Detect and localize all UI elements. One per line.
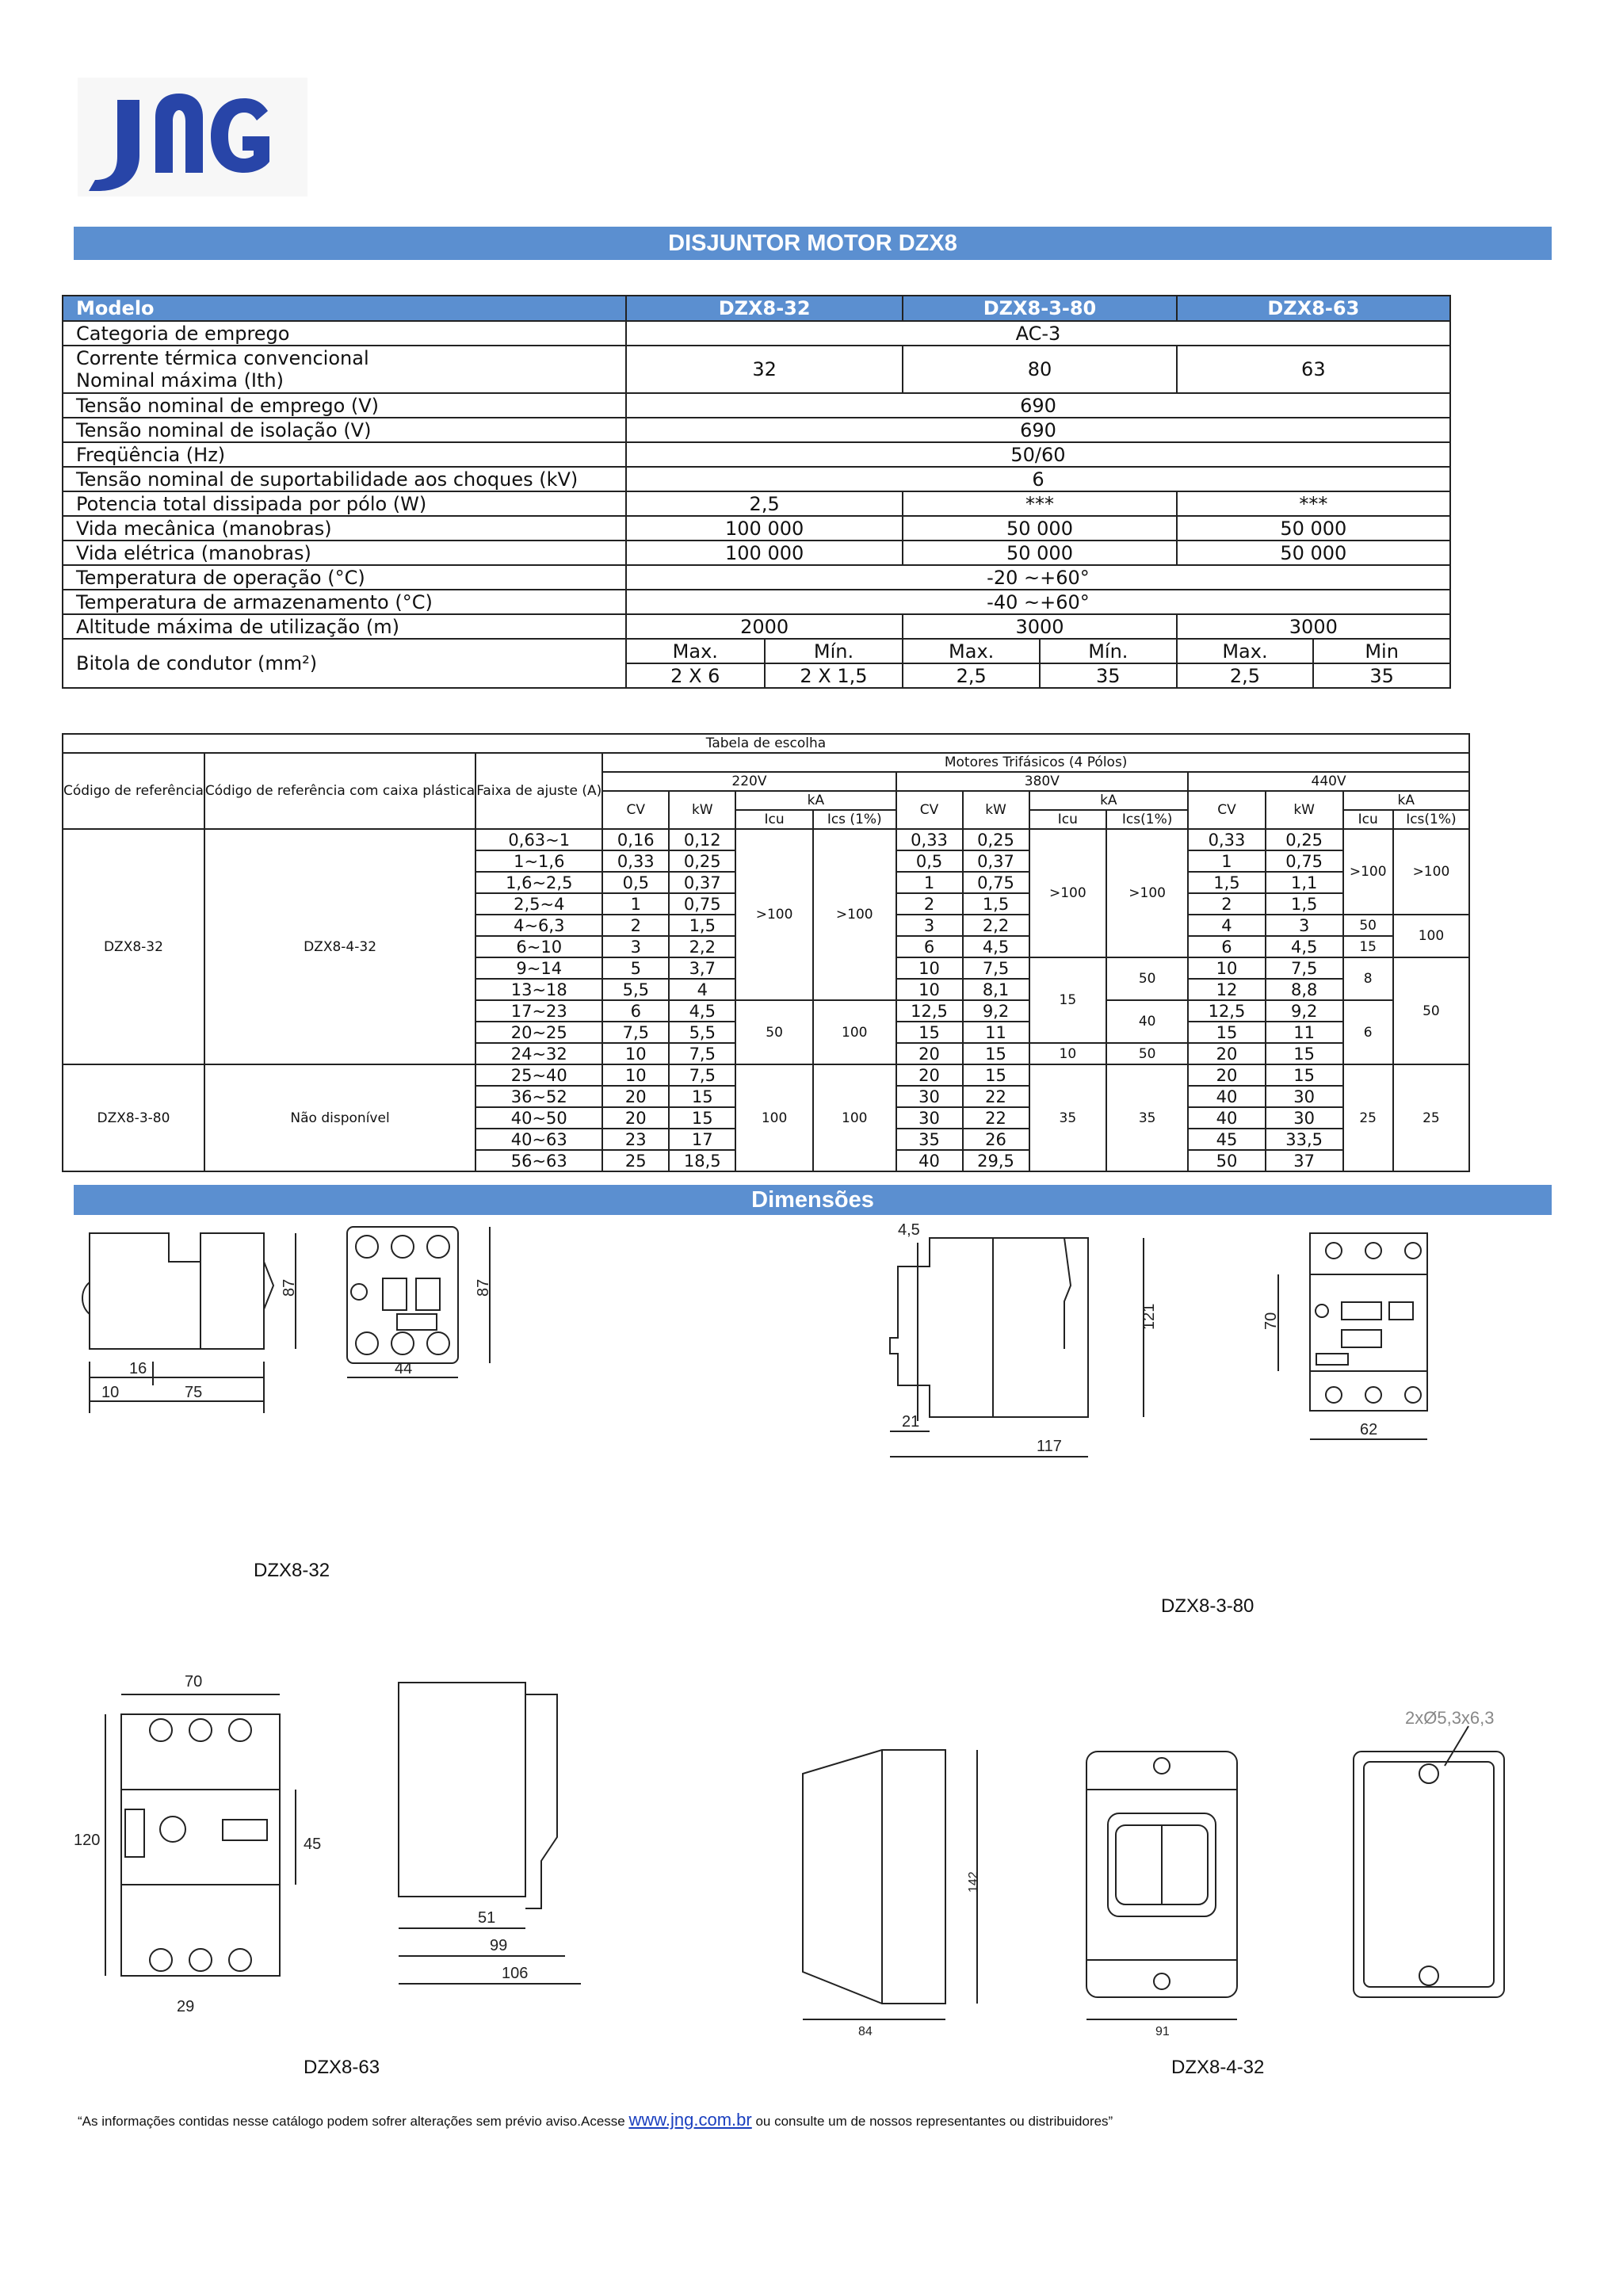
cv-cell: 1,5 — [1188, 872, 1266, 893]
cv-cell: 15 — [1188, 1022, 1266, 1043]
cv-cell: 10 — [602, 1064, 669, 1086]
cv-cell: 15 — [896, 1022, 963, 1043]
kw-cell: 26 — [963, 1129, 1029, 1150]
kw-cell: 11 — [963, 1022, 1029, 1043]
voltage-header: 220V — [602, 772, 896, 791]
cv-cell: 0,16 — [602, 829, 669, 850]
kw-cell: 5,5 — [669, 1022, 735, 1043]
cv-cell: 10 — [896, 957, 963, 979]
cv-cell: 50 — [1188, 1150, 1266, 1171]
range-cell: 2,5~4 — [475, 893, 602, 915]
dim-label: 70 — [185, 1673, 203, 1690]
dimensions-title: Dimensões — [751, 1187, 874, 1213]
row-value: 690 — [626, 418, 1450, 442]
caption-dzx8-32: DZX8-32 — [254, 1560, 330, 1581]
kw-cell: 4,5 — [1266, 936, 1343, 957]
selection-title: Tabela de escolha — [63, 734, 1469, 753]
kw-cell: 0,25 — [963, 829, 1029, 850]
kw-cell: 22 — [963, 1107, 1029, 1129]
kw-cell: 1,5 — [963, 893, 1029, 915]
kw-cell: 1,1 — [1266, 872, 1343, 893]
row-value: 3000 — [1177, 614, 1450, 639]
voltage-header: 440V — [1188, 772, 1469, 791]
title-banner — [74, 227, 1552, 260]
cv-cell: 3 — [602, 936, 669, 957]
row-value: 6 — [626, 467, 1450, 491]
cv-cell: 2 — [602, 915, 669, 936]
cv-cell: 20 — [1188, 1064, 1266, 1086]
ka-cell: 10 — [1029, 1043, 1107, 1064]
range-cell: 0,63~1 — [475, 829, 602, 850]
ka-cell: >100 — [1029, 829, 1107, 957]
col-reference: Código de referência — [63, 753, 204, 829]
cv-cell: 4 — [1188, 915, 1266, 936]
company-logo — [78, 78, 307, 197]
kw-cell: 3,7 — [669, 957, 735, 979]
cv-cell: 1 — [1188, 850, 1266, 872]
kw-cell: 37 — [1266, 1150, 1343, 1171]
spec-row — [63, 590, 1450, 614]
table-row — [63, 1064, 1469, 1086]
cv-cell: 40 — [896, 1150, 963, 1171]
ka-cell: 100 — [813, 1064, 896, 1171]
kw-cell: 0,25 — [1266, 829, 1343, 850]
caption-dzx8-4-32: DZX8-4-32 — [1171, 2057, 1265, 2078]
model-cell: DZX8-4-32 — [204, 829, 475, 1064]
ka-cell: 100 — [1393, 915, 1469, 957]
kw-cell: 7,5 — [669, 1043, 735, 1064]
col-ka: kA — [735, 791, 896, 810]
range-cell: 9~14 — [475, 957, 602, 979]
spec-row — [63, 565, 1450, 590]
kw-cell: 15 — [1266, 1064, 1343, 1086]
range-cell: 4~6,3 — [475, 915, 602, 936]
spec-table — [62, 295, 1451, 689]
figure-dzx8-32 — [82, 1227, 492, 1413]
header-row — [63, 734, 1469, 753]
cv-cell: 2 — [896, 893, 963, 915]
row-label: Potencia total dissipada por pólo (W) — [63, 491, 626, 516]
header-row — [63, 753, 1469, 772]
col-cv: CV — [1188, 791, 1266, 829]
kw-cell: 30 — [1266, 1107, 1343, 1129]
ka-cell: 6 — [1343, 1000, 1393, 1064]
cv-cell: 10 — [1188, 957, 1266, 979]
row-label: Freqüência (Hz) — [63, 442, 626, 467]
cv-cell: 35 — [896, 1129, 963, 1150]
spec-row — [63, 614, 1450, 639]
figure-dzx8-3-80 — [890, 1221, 1427, 1457]
kw-cell: 30 — [1266, 1086, 1343, 1107]
cv-cell: 20 — [896, 1064, 963, 1086]
spec-row — [63, 442, 1450, 467]
footer-text-2: ou consulte um de nossos representantes ou distribuidores” — [751, 2114, 1113, 2129]
col-ka: kA — [1343, 791, 1469, 810]
col-reference-plastic: Código de referência com caixa plástica — [204, 753, 475, 829]
row-label: Altitude máxima de utilização (m) — [63, 614, 626, 639]
dim-label: 121 — [1140, 1303, 1158, 1330]
ka-cell: 35 — [1029, 1064, 1107, 1171]
row-value: *** — [1177, 491, 1450, 516]
spec-row — [63, 321, 1450, 346]
bitola-head: Max. — [1177, 639, 1314, 663]
kw-cell: 15 — [963, 1064, 1029, 1086]
cv-cell: 12,5 — [896, 1000, 963, 1022]
cv-cell: 1 — [602, 893, 669, 915]
dim-label: 29 — [177, 1998, 195, 2015]
cv-cell: 0,33 — [896, 829, 963, 850]
row-value: 80 — [903, 346, 1176, 393]
cv-cell: 6 — [1188, 936, 1266, 957]
bitola-value: 35 — [1040, 663, 1177, 688]
website-link[interactable]: www.jng.com.br — [628, 2110, 752, 2130]
voltage-header: 380V — [896, 772, 1189, 791]
dim-label: 75 — [185, 1384, 203, 1401]
ka-cell: >100 — [1106, 829, 1188, 957]
figure-dzx8-63 — [74, 1673, 581, 2015]
col-icu: Icu — [735, 810, 813, 829]
cv-cell: 10 — [896, 979, 963, 1000]
ka-cell: 50 — [1393, 957, 1469, 1064]
selection-table — [62, 733, 1470, 1172]
spec-row — [63, 541, 1450, 565]
row-label: Bitola de condutor (mm²) — [63, 639, 626, 688]
kw-cell: 1,5 — [669, 915, 735, 936]
kw-cell: 33,5 — [1266, 1129, 1343, 1150]
kw-cell: 0,12 — [669, 829, 735, 850]
cv-cell: 30 — [896, 1086, 963, 1107]
kw-cell: 17 — [669, 1129, 735, 1150]
row-label: Categoria de emprego — [63, 321, 626, 346]
range-cell: 40~50 — [475, 1107, 602, 1129]
ka-cell: 50 — [1106, 957, 1188, 1000]
spec-row — [63, 467, 1450, 491]
figure-dzx8-4-32 — [803, 1708, 1504, 2038]
col-ics: Ics(1%) — [1106, 810, 1188, 829]
col-ka: kA — [1029, 791, 1189, 810]
ka-cell: 40 — [1106, 1000, 1188, 1043]
logo-mark — [89, 94, 269, 191]
dim-label: 2xØ5,3x6,3 — [1405, 1708, 1495, 1728]
row-value: 690 — [626, 393, 1450, 418]
kw-cell: 4 — [669, 979, 735, 1000]
row-value: -20 ~+60° — [626, 565, 1450, 590]
row-value: 100 000 — [626, 516, 903, 541]
range-cell: 20~25 — [475, 1022, 602, 1043]
motors-header: Motores Trifásicos (4 Pólos) — [602, 753, 1469, 772]
cv-cell: 2 — [1188, 893, 1266, 915]
spec-row — [63, 516, 1450, 541]
cv-cell: 5,5 — [602, 979, 669, 1000]
range-cell: 17~23 — [475, 1000, 602, 1022]
cv-cell: 23 — [602, 1129, 669, 1150]
kw-cell: 7,5 — [963, 957, 1029, 979]
model-cell: DZX8-3-80 — [63, 1064, 204, 1171]
cv-cell: 20 — [602, 1086, 669, 1107]
row-value: 2000 — [626, 614, 903, 639]
cv-cell: 6 — [602, 1000, 669, 1022]
kw-cell: 15 — [963, 1043, 1029, 1064]
ka-cell: 100 — [735, 1064, 813, 1171]
caption-dzx8-3-80: DZX8-3-80 — [1161, 1595, 1254, 1617]
ka-cell: >100 — [1393, 829, 1469, 915]
dim-label: 99 — [490, 1937, 508, 1954]
dim-label: 51 — [478, 1909, 496, 1927]
row-value: AC-3 — [626, 321, 1450, 346]
dim-label: 45 — [304, 1836, 322, 1853]
kw-cell: 0,25 — [669, 850, 735, 872]
dim-label: 142 — [967, 1871, 980, 1893]
bitola-value: 2 X 1,5 — [765, 663, 903, 688]
row-value: 50/60 — [626, 442, 1450, 467]
row-label — [63, 346, 626, 393]
row-label-line2: Nominal máxima (Ith) — [76, 369, 284, 392]
kw-cell: 0,37 — [963, 850, 1029, 872]
ka-cell: 25 — [1393, 1064, 1469, 1171]
kw-cell: 7,5 — [1266, 957, 1343, 979]
row-label: Tensão nominal de emprego (V) — [63, 393, 626, 418]
cv-cell: 0,33 — [602, 850, 669, 872]
kw-cell: 15 — [1266, 1043, 1343, 1064]
cv-cell: 10 — [602, 1043, 669, 1064]
range-cell: 13~18 — [475, 979, 602, 1000]
bitola-value: 35 — [1313, 663, 1450, 688]
cv-cell: 30 — [896, 1107, 963, 1129]
bitola-head: Max. — [903, 639, 1040, 663]
kw-cell: 29,5 — [963, 1150, 1029, 1171]
dim-label: 70 — [1262, 1312, 1280, 1330]
header-dzx8-3-80: DZX8-3-80 — [903, 296, 1176, 321]
bitola-head: Mín. — [1040, 639, 1177, 663]
col-cv: CV — [896, 791, 963, 829]
cv-cell: 40 — [1188, 1086, 1266, 1107]
col-kw: kW — [669, 791, 735, 829]
row-value: 50 000 — [1177, 541, 1450, 565]
range-cell: 25~40 — [475, 1064, 602, 1086]
bitola-value: 2,5 — [1177, 663, 1314, 688]
kw-cell: 4,5 — [963, 936, 1029, 957]
cv-cell: 40 — [1188, 1107, 1266, 1129]
kw-cell: 2,2 — [669, 936, 735, 957]
dim-label: 91 — [1155, 2025, 1170, 2038]
bitola-head: Max. — [626, 639, 765, 663]
col-ics: Ics(1%) — [1393, 810, 1469, 829]
dim-label: 44 — [395, 1360, 413, 1377]
bitola-head: Mín. — [765, 639, 903, 663]
cv-cell: 5 — [602, 957, 669, 979]
cv-cell: 20 — [1188, 1043, 1266, 1064]
ka-cell: 35 — [1106, 1064, 1188, 1171]
dimensions-banner — [74, 1185, 1552, 1215]
row-label-line1: Corrente térmica convencional — [76, 347, 369, 369]
row-value: 50 000 — [1177, 516, 1450, 541]
model-cell: DZX8-32 — [63, 829, 204, 1064]
kw-cell: 22 — [963, 1086, 1029, 1107]
cv-cell: 7,5 — [602, 1022, 669, 1043]
spec-row — [63, 418, 1450, 442]
cv-cell: 25 — [602, 1150, 669, 1171]
row-value: 3000 — [903, 614, 1176, 639]
dim-label: 106 — [502, 1965, 529, 1982]
dim-label: 16 — [129, 1360, 147, 1377]
kw-cell: 8,1 — [963, 979, 1029, 1000]
range-cell: 36~52 — [475, 1086, 602, 1107]
row-label: Temperatura de armazenamento (°C) — [63, 590, 626, 614]
cv-cell: 20 — [896, 1043, 963, 1064]
row-label: Tensão nominal de isolação (V) — [63, 418, 626, 442]
bitola-value: 2 X 6 — [626, 663, 765, 688]
col-kw: kW — [963, 791, 1029, 829]
dim-label: 117 — [1037, 1438, 1062, 1455]
kw-cell: 7,5 — [669, 1064, 735, 1086]
header-dzx8-63: DZX8-63 — [1177, 296, 1450, 321]
page-title: DISJUNTOR MOTOR DZX8 — [668, 231, 957, 256]
ka-cell: >100 — [813, 829, 896, 1000]
ka-cell: >100 — [735, 829, 813, 1000]
kw-cell: 15 — [669, 1107, 735, 1129]
model-cell: Não disponível — [204, 1064, 475, 1171]
ka-cell: 50 — [1343, 915, 1393, 936]
dim-label: 4,5 — [898, 1221, 920, 1239]
caption-dzx8-63: DZX8-63 — [304, 2057, 380, 2078]
spec-row — [63, 393, 1450, 418]
range-cell: 24~32 — [475, 1043, 602, 1064]
col-ics: Ics (1%) — [813, 810, 896, 829]
range-cell: 40~63 — [475, 1129, 602, 1150]
row-value: 2,5 — [626, 491, 903, 516]
col-icu: Icu — [1029, 810, 1107, 829]
cv-cell: 12,5 — [1188, 1000, 1266, 1022]
kw-cell: 2,2 — [963, 915, 1029, 936]
dimension-drawings — [74, 1219, 1552, 2077]
cv-cell: 3 — [896, 915, 963, 936]
footer-note — [78, 2110, 1113, 2130]
dim-label: 120 — [74, 1832, 101, 1849]
cv-cell: 0,33 — [1188, 829, 1266, 850]
dim-label: 87 — [281, 1278, 298, 1297]
ka-cell: >100 — [1343, 829, 1393, 915]
kw-cell: 15 — [669, 1086, 735, 1107]
ka-cell: 15 — [1029, 957, 1107, 1043]
col-icu: Icu — [1343, 810, 1393, 829]
dim-label: 62 — [1360, 1421, 1378, 1438]
kw-cell: 3 — [1266, 915, 1343, 936]
cv-cell: 12 — [1188, 979, 1266, 1000]
ka-cell: 25 — [1343, 1064, 1393, 1171]
cv-cell: 45 — [1188, 1129, 1266, 1150]
kw-cell: 0,37 — [669, 872, 735, 893]
kw-cell: 8,8 — [1266, 979, 1343, 1000]
row-label: Temperatura de operação (°C) — [63, 565, 626, 590]
range-cell: 1,6~2,5 — [475, 872, 602, 893]
ka-cell: 8 — [1343, 957, 1393, 1000]
spec-header-row — [63, 296, 1450, 321]
kw-cell: 9,2 — [1266, 1000, 1343, 1022]
cv-cell: 6 — [896, 936, 963, 957]
bitola-value: 2,5 — [903, 663, 1040, 688]
table-row — [63, 829, 1469, 850]
ka-cell: 100 — [813, 1000, 896, 1064]
kw-cell: 9,2 — [963, 1000, 1029, 1022]
spec-row — [63, 346, 1450, 393]
kw-cell: 18,5 — [669, 1150, 735, 1171]
row-label: Vida mecânica (manobras) — [63, 516, 626, 541]
header-model: Modelo — [63, 296, 626, 321]
col-range: Faixa de ajuste (A) — [475, 753, 602, 829]
kw-cell: 11 — [1266, 1022, 1343, 1043]
cv-cell: 0,5 — [896, 850, 963, 872]
dim-label: 84 — [858, 2025, 873, 2038]
row-value: 63 — [1177, 346, 1450, 393]
range-cell: 1~1,6 — [475, 850, 602, 872]
cv-cell: 20 — [602, 1107, 669, 1129]
footer-text-1: “As informações contidas nesse catálogo podem sofrer alterações sem prévio aviso.Acesse — [78, 2114, 629, 2129]
kw-cell: 0,75 — [963, 872, 1029, 893]
col-cv: CV — [602, 791, 669, 829]
cv-cell: 1 — [896, 872, 963, 893]
row-value: 32 — [626, 346, 903, 393]
dim-label: 87 — [475, 1278, 492, 1297]
spec-row — [63, 491, 1450, 516]
row-value: 50 000 — [903, 516, 1176, 541]
kw-cell: 4,5 — [669, 1000, 735, 1022]
spec-row — [63, 639, 1450, 663]
row-label: Vida elétrica (manobras) — [63, 541, 626, 565]
col-kw: kW — [1266, 791, 1343, 829]
kw-cell: 0,75 — [1266, 850, 1343, 872]
row-value: 100 000 — [626, 541, 903, 565]
row-value: 50 000 — [903, 541, 1176, 565]
ka-cell: 50 — [1106, 1043, 1188, 1064]
row-value: -40 ~+60° — [626, 590, 1450, 614]
row-label: Tensão nominal de suportabilidade aos choques (kV) — [63, 467, 626, 491]
header-dzx8-32: DZX8-32 — [626, 296, 903, 321]
ka-cell: 50 — [735, 1000, 813, 1064]
range-cell: 56~63 — [475, 1150, 602, 1171]
range-cell: 6~10 — [475, 936, 602, 957]
kw-cell: 1,5 — [1266, 893, 1343, 915]
row-value: *** — [903, 491, 1176, 516]
dim-label: 10 — [101, 1384, 120, 1401]
cv-cell: 0,5 — [602, 872, 669, 893]
kw-cell: 0,75 — [669, 893, 735, 915]
dim-label: 21 — [902, 1413, 920, 1431]
bitola-head: Min — [1313, 639, 1450, 663]
ka-cell: 15 — [1343, 936, 1393, 957]
